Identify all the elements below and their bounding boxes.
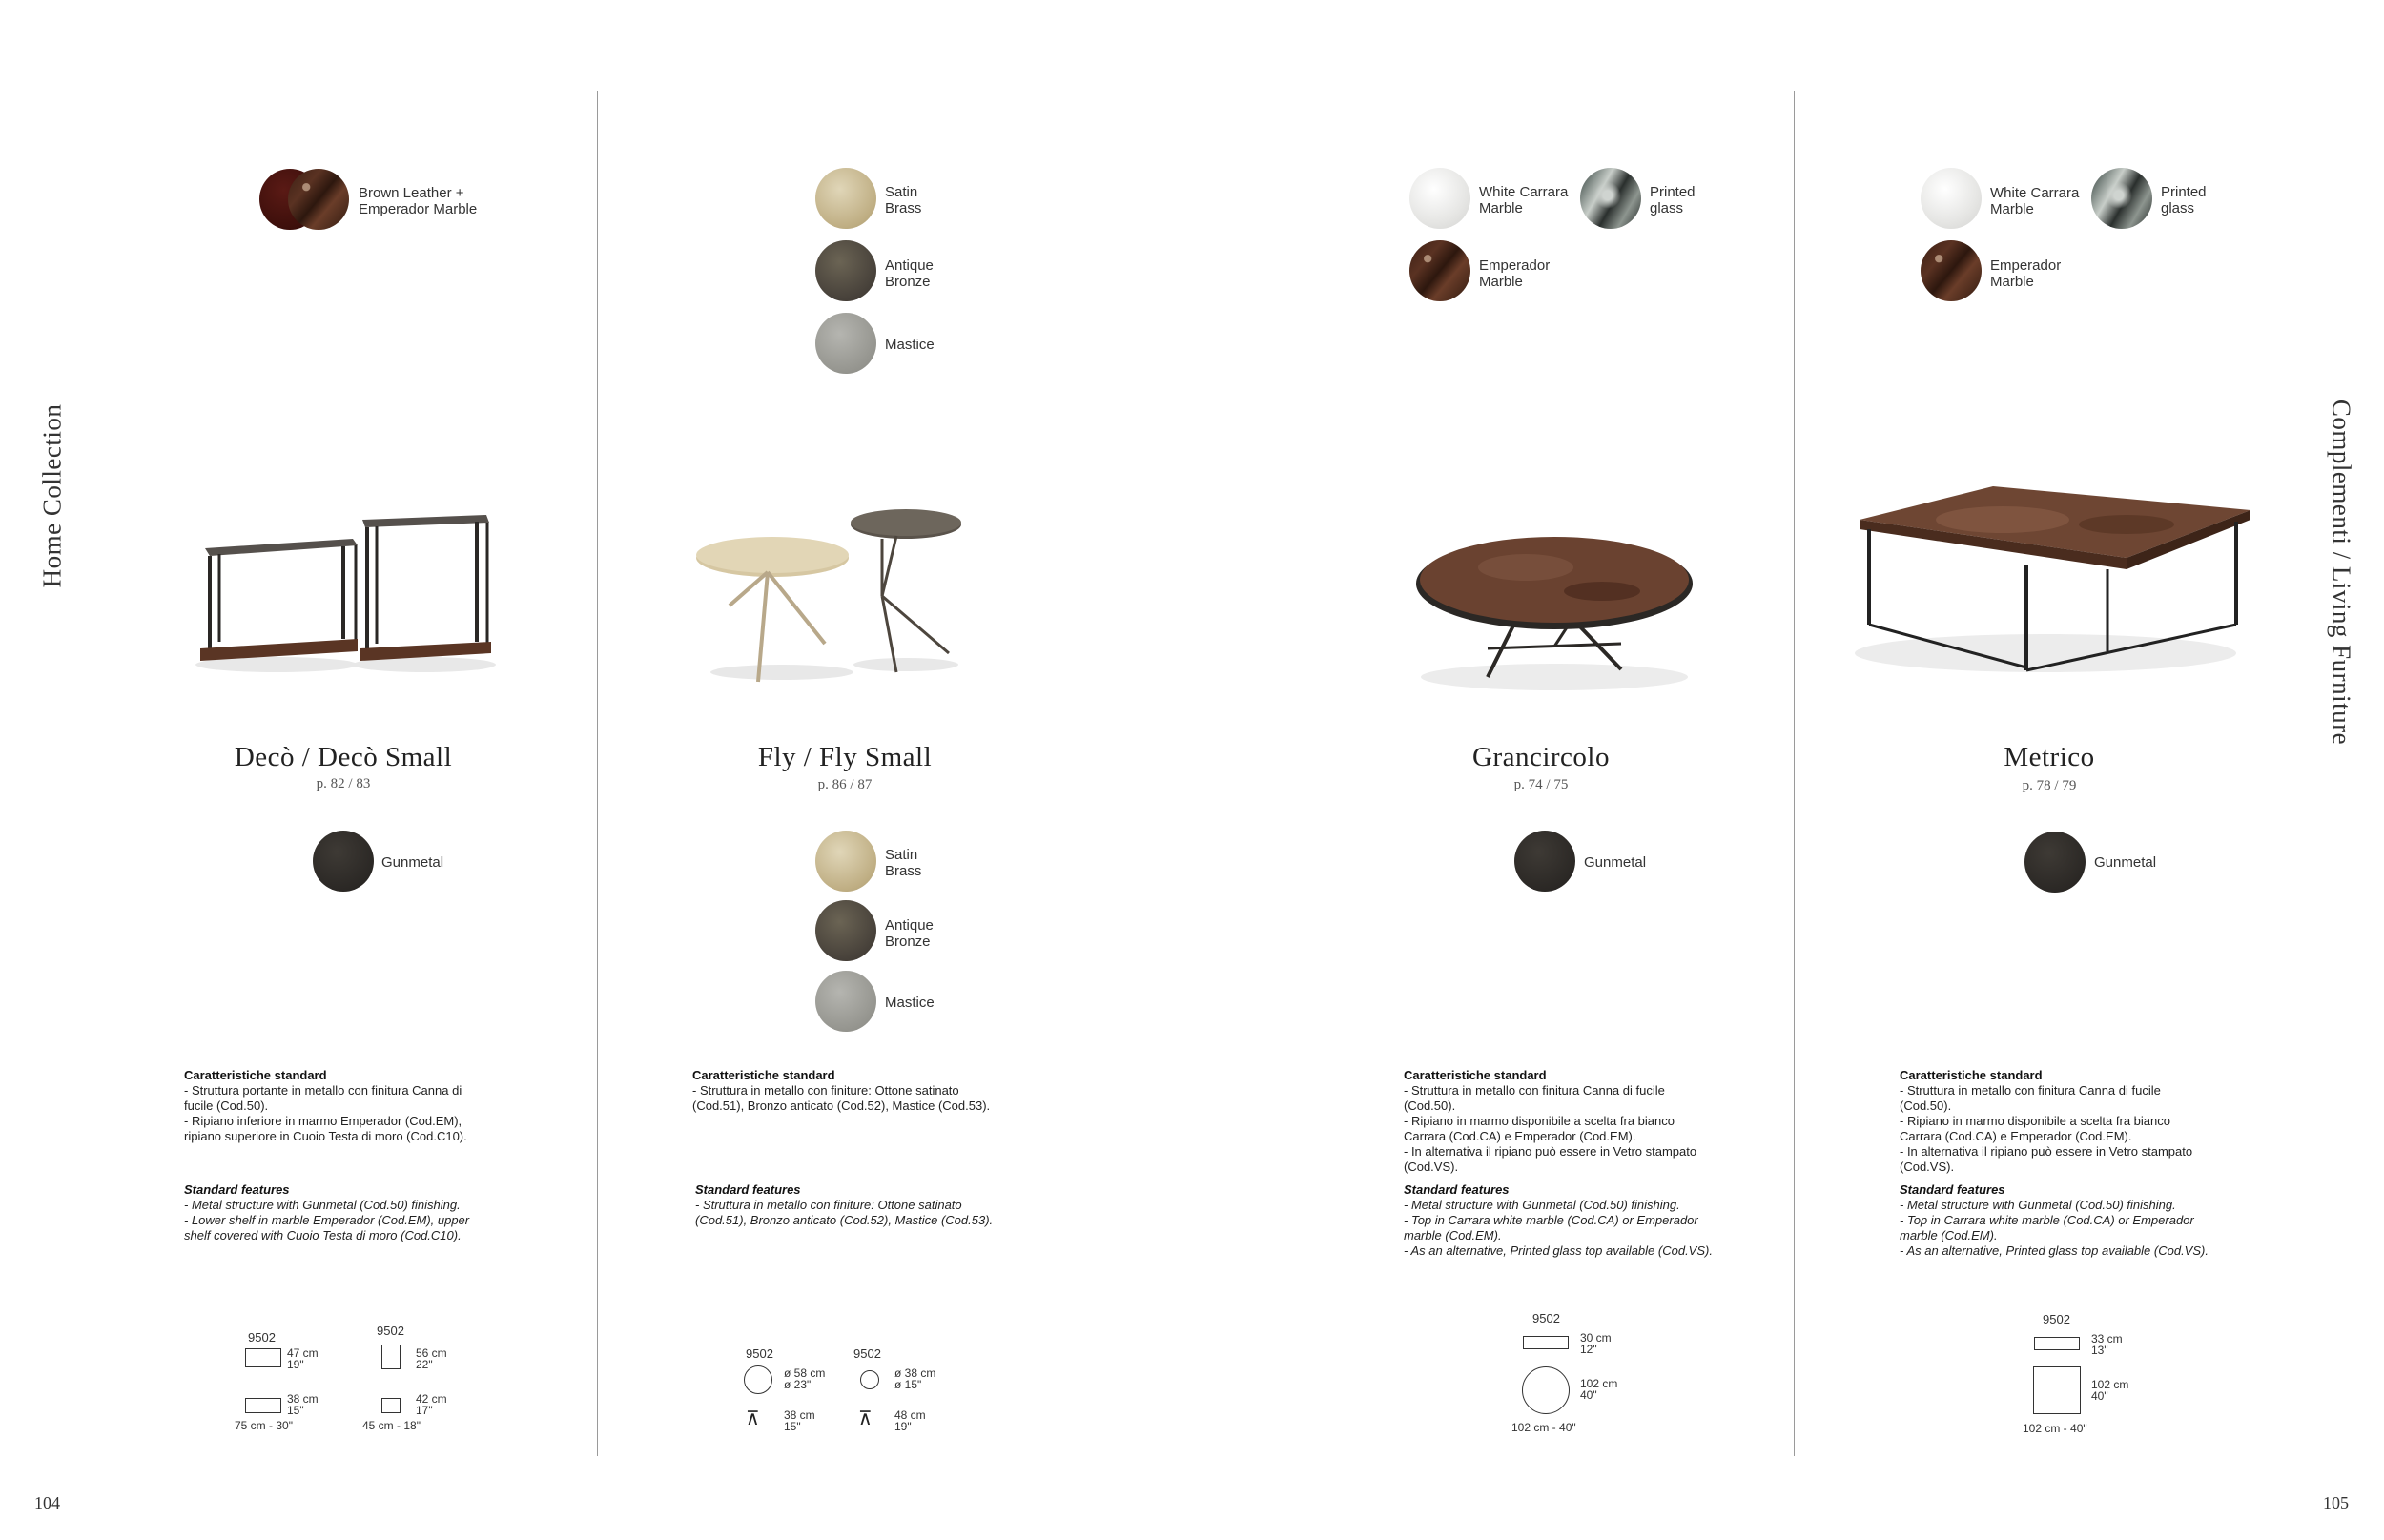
product-name: Fly / Fly Small [757,742,933,772]
dimension-depth: 38 cm 15" [287,1392,319,1417]
dimension-code: 9502 [853,1346,881,1361]
features-text: - Struttura portante in metallo con finitura Canna di fucile (Cod.50). - Ripiano inferiore in marmo Emperador (Cod.EM), ripiano superiore in Cuoio Testa di moro (Cod.C10). [184,1083,467,1143]
rect-side-icon [2034,1337,2080,1350]
dimension-width: 102 cm - 40" [1511,1421,1576,1434]
features-text: - Metal structure with Gunmetal (Cod.50) finishing. - Top in Carrara white marble (Cod.CA) or Emperador marble (Cod.EM). - As an alternative, Printed glass top available (Cod.VS). [1900,1198,2209,1258]
features-block-it [1900,1068,2243,1175]
antique-bronze-swatch [815,240,876,301]
dimension-height: 56 cm 22" [416,1346,447,1371]
rect-top-icon [381,1398,401,1413]
metrico-table-illustration [1840,482,2250,682]
swatch-label: Antique Bronze [885,917,934,950]
dimension-diameter: ø 38 cm ø 15" [894,1366,936,1391]
product-name: Decò / Decò Small [234,742,453,772]
product-name: Grancircolo [1472,742,1610,772]
circle-top-icon [860,1370,879,1389]
features-text: - Metal structure with Gunmetal (Cod.50) finishing. - Lower shelf in marble Emperador (Cod.EM), upper shelf covered with Cuoio Testa di moro (Cod.C10). [184,1198,470,1242]
mastice-swatch [815,971,876,1032]
dimension-width: 102 cm - 40" [2023,1422,2087,1435]
dimension-code: 9502 [1532,1311,1560,1325]
swatch-label: Satin Brass [885,184,922,216]
swatch-label: Mastice [885,337,935,353]
column-divider-right [1794,91,1795,1456]
circle-top-icon [744,1365,772,1394]
tripod-side-icon: ⊼ [746,1408,760,1429]
circle-top-icon [1522,1366,1570,1414]
product-name: Metrico [2004,742,2095,772]
swatch-label: Emperador Marble [1479,257,1551,290]
swatch-label: Printed glass [2161,184,2207,216]
features-text: - Struttura in metallo con finitura Canna di fucile (Cod.50). - Ripiano in marmo disponibile a scelta fra bianco Carrara (Cod.CA) e Emperador (Cod.EM). - In alternativa il ripiano può essere in Vetro stampato (Cod.VS). [1900,1083,2193,1174]
dimension-diameter: 102 cm 40" [1580,1377,1618,1402]
emperador-swatch [288,169,349,230]
swatch-label: Gunmetal [1584,854,1647,871]
features-text: - Metal structure with Gunmetal (Cod.50) finishing. - Top in Carrara white marble (Cod.CA) or Emperador marble (Cod.EM). - As an alternative, Printed glass top available (Cod.VS). [1404,1198,1713,1258]
rect-side-icon [1523,1336,1569,1349]
grancircolo-table-illustration [1402,515,1707,696]
dimension-side: 102 cm 40" [2091,1378,2129,1403]
product-page-ref: p. 74 / 75 [1513,777,1569,792]
dimension-diameter: ø 58 cm ø 23" [784,1366,826,1391]
tripod-side-icon: ⊼ [858,1408,873,1429]
dimension-width: 45 cm - 18" [362,1419,421,1432]
emperador-swatch [1921,240,1982,301]
rect-side-icon [245,1348,281,1367]
gunmetal-swatch [2024,832,2086,893]
left-vertical-title: Home Collection [37,403,67,588]
swatch-label: White Carrara Marble [1990,185,2080,217]
printed-glass-swatch [1580,168,1641,229]
rect-side-icon [381,1345,401,1369]
swatch-label: White Carrara Marble [1479,184,1569,216]
features-block-en [695,1182,1038,1228]
swatch-label: Gunmetal [2094,854,2157,871]
features-block-it [692,1068,1036,1114]
dimension-height: 47 cm 19" [287,1346,319,1371]
features-text: - Struttura in metallo con finiture: Ottone satinato (Cod.51), Bronzo anticato (Cod.52), Mastice (Cod.53). [692,1083,991,1113]
features-block-it [184,1068,527,1144]
fly-table-illustration [691,501,977,691]
features-block-en [184,1182,527,1243]
swatch-label: Emperador Marble [1990,257,2062,290]
dimension-height: 30 cm 12" [1580,1331,1612,1356]
product-page-ref: p. 86 / 87 [817,777,873,792]
white-carrara-swatch [1409,168,1470,229]
dimension-code: 9502 [248,1330,276,1345]
swatch-label: Brown Leather + Emperador Marble [359,185,478,217]
dimension-height: 33 cm 13" [2091,1332,2123,1357]
features-title: Caratteristiche standard [1900,1068,2043,1082]
gunmetal-swatch [1514,831,1575,892]
page-number-right: 105 [2323,1493,2349,1512]
features-title: Standard features [695,1182,801,1197]
features-block-en [1404,1182,1747,1259]
rect-top-icon [245,1398,281,1413]
right-vertical-title: Complementi / Living Furniture [2327,399,2356,746]
features-block-en [1900,1182,2243,1259]
product-page-ref: p. 82 / 83 [316,776,371,791]
features-title: Standard features [1900,1182,2005,1197]
features-title: Standard features [184,1182,290,1197]
dimension-width: 75 cm - 30" [235,1419,293,1432]
emperador-swatch [1409,240,1470,301]
satin-brass-swatch [815,168,876,229]
dimension-code: 9502 [377,1324,404,1338]
swatch-label: Printed glass [1650,184,1696,216]
swatch-label: Antique Bronze [885,257,934,290]
features-block-it [1404,1068,1747,1175]
mastice-swatch [815,313,876,374]
features-text: - Struttura in metallo con finiture: Ottone satinato (Cod.51), Bronzo anticato (Cod.52), Mastice (Cod.53). [695,1198,994,1227]
features-title: Standard features [1404,1182,1510,1197]
dimension-code: 9502 [746,1346,773,1361]
satin-brass-swatch [815,831,876,892]
dimension-height: 38 cm 15" [784,1408,815,1433]
swatch-label: Satin Brass [885,847,922,879]
swatch-label: Gunmetal [381,854,444,871]
dimension-code: 9502 [2043,1312,2070,1326]
dimension-height: 48 cm 19" [894,1408,926,1433]
features-title: Caratteristiche standard [184,1068,327,1082]
antique-bronze-swatch [815,900,876,961]
printed-glass-swatch [2091,168,2152,229]
white-carrara-swatch [1921,168,1982,229]
column-divider-left [597,91,598,1456]
features-title: Caratteristiche standard [1404,1068,1547,1082]
deco-table-illustration [186,501,501,672]
gunmetal-swatch [313,831,374,892]
page-number-left: 104 [34,1493,60,1512]
swatch-label: Mastice [885,995,935,1011]
dimension-depth: 42 cm 17" [416,1392,447,1417]
product-page-ref: p. 78 / 79 [2022,778,2077,793]
square-top-icon [2033,1366,2081,1414]
features-text: - Struttura in metallo con finitura Canna di fucile (Cod.50). - Ripiano in marmo disponibile a scelta fra bianco Carrara (Cod.CA) e Emperador (Cod.EM). - In alternativa il ripiano può essere in Vetro stampato (Cod.VS). [1404,1083,1697,1174]
features-title: Caratteristiche standard [692,1068,835,1082]
